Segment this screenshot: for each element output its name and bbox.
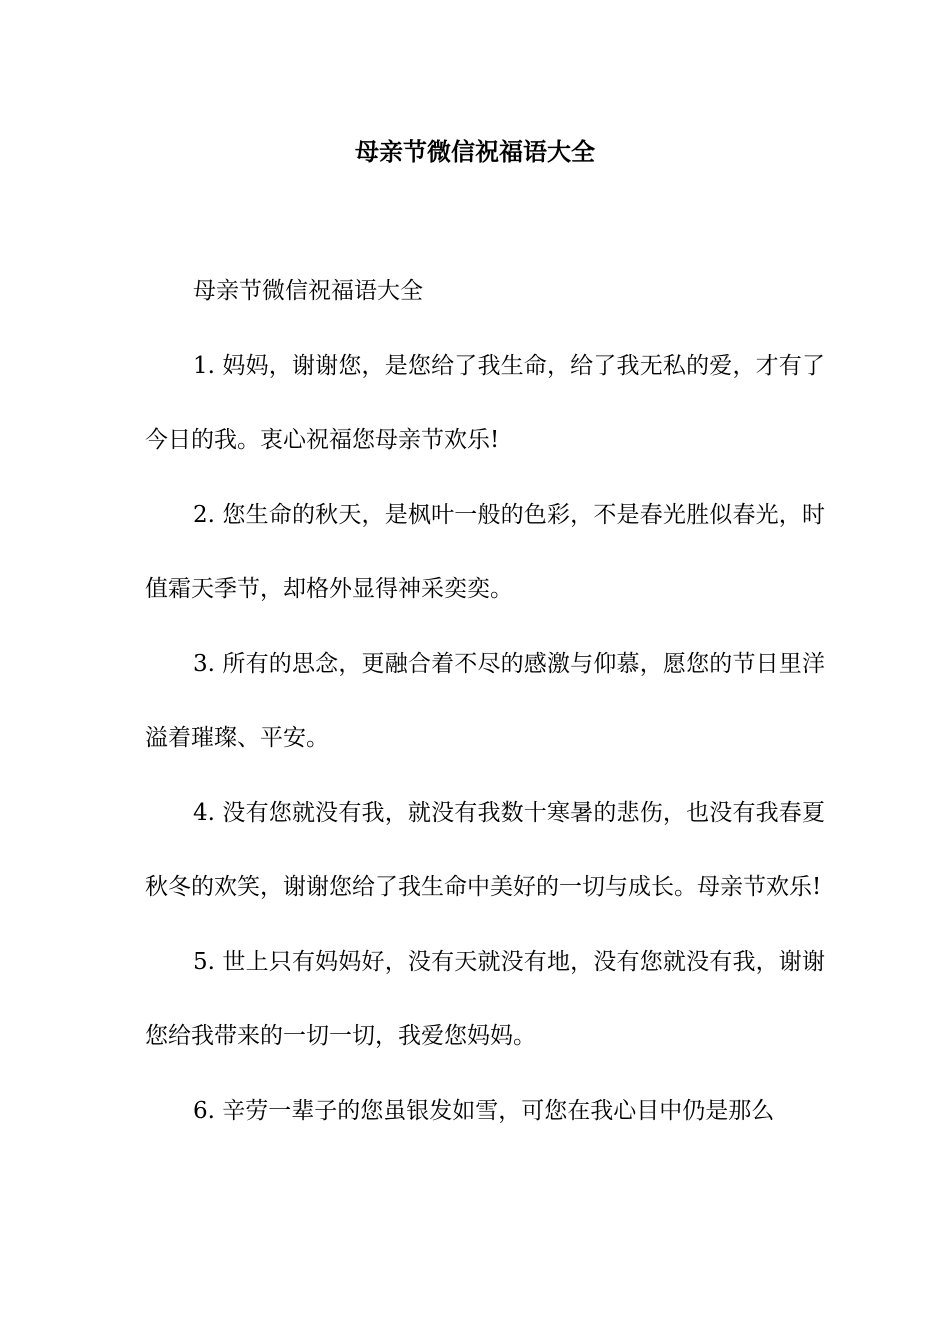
paragraph-item-5: 5. 世上只有妈妈好，没有天就没有地，没有您就没有我，谢谢您给我带来的一切一切，我爱您妈妈。 — [145, 948, 825, 1049]
document-body — [145, 254, 825, 1148]
paragraph-subtitle: 母亲节微信祝福语大全 — [193, 278, 423, 304]
document-title: 母亲节微信祝福语大全 — [355, 137, 595, 166]
paragraph-item-3: 3. 所有的思念，更融合着不尽的感激与仰慕，愿您的节日里洋溢着璀璨、平安。 — [145, 650, 825, 751]
paragraph-item-2: 2. 您生命的秋天，是枫叶一般的色彩，不是春光胜似春光，时值霜天季节，却格外显得神采奕奕。 — [145, 501, 825, 602]
paragraph-item-1: 1. 妈妈，谢谢您，是您给了我生命，给了我无私的爱，才有了今日的我。衷心祝福您母亲节欢乐! — [145, 352, 825, 453]
paragraph-item-6: 6. 辛劳一辈子的您虽银发如雪，可您在我心目中仍是那么 — [193, 1097, 775, 1124]
paragraph-item-4: 4. 没有您就没有我，就没有我数十寒暑的悲伤，也没有我春夏秋冬的欢笑，谢谢您给了我生命中美好的一切与成长。母亲节欢乐! — [145, 799, 825, 900]
